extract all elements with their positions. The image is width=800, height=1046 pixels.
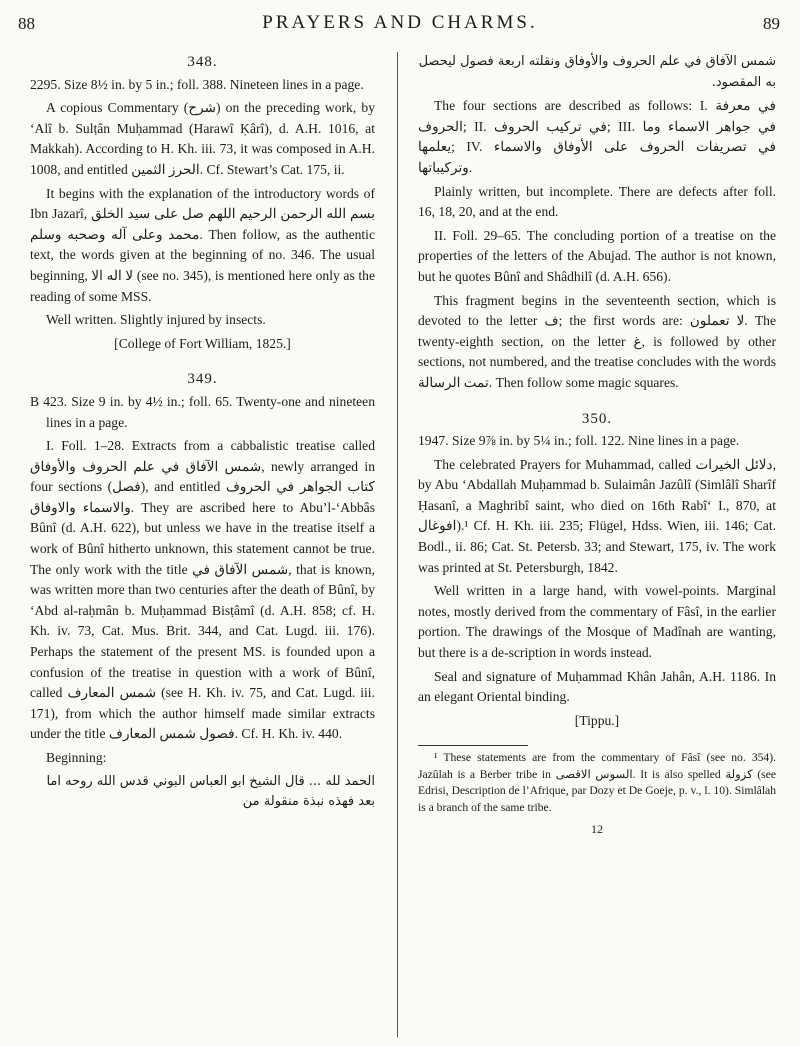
entry-350-heading: 1947. Size 9⅞ in. by 5¼ in.; foll. 122. Nine lines in a page. [418, 433, 740, 449]
signature-mark: 12 [591, 822, 603, 837]
entry-349-beginning-label: Beginning: [46, 750, 107, 765]
entry-349-heading: B 423. Size 9 in. by 4½ in.; foll. 65. Twenty-one and nineteen lines in a page. [30, 393, 375, 430]
entry-349-paragraph-1: I. Foll. 1–28. Extracts from a cabbalistic treatise called شمس الآفاق في علم الحروف والأوفاق, newly arranged in four sections (فصل), and entitled كتاب الجواهر في الحروف والاسماء والاوفاق. They are ascribed here to Abu’l-‘Abbâs Bûnî (d. A.H. 622), but unless we have in the treatise itself a work of Bûnî hitherto unknown, this statement cannot be true. The only work with the title شمس الآفاق في, that is known, was written more than two centuries after the death of Bûnî, by ‘Abd al-raḥmân b. Muḥammad Bisṭâmî (d. A.H. 858; cf. H. Kh. iv. 73, Cat. Mus. Brit. 344, and Cat. Lugd. iii. 176). Perhaps the statement of the present MS. is founded upon a confusion of the treatise in question with a work of Bûnî, called شمس المعارف (see H. Kh. iv. 75, and Cat. Lugd. iii. 171), from which the author himself made similar extracts under the title فصول شمس المعارف. Cf. H. Kh. iv. 440. [30, 438, 376, 742]
fragment-paragraph: This fragment begins in the seventeenth section, which is devoted to the letter ف; the first words are: لا تعملون. The twenty-eighth section, on the letter غ, is followed by other sections, not numbered, and the treatise concludes with the words تمت الرسالة. Then follow some magic squares. [418, 292, 777, 390]
sections-paragraph: The four sections are described as follows: I. في معرفة الحروف; II. في تركيب الحروف; III. في جواهر الاسماء وما يعلمها; IV. في تصريفات الحروف على الأوفاق والاسماء وتركيباتها. [418, 98, 776, 175]
entry-348-paragraph-1: A copious Commentary (شرح) on the preceding work, by ‘Alî b. Sulṭân Muḥammad (Harawî Ḳârî), d. A.H. 1016, at Makkah). According to H. Kh. iii. 73, it was composed in A.H. 1008, and entitled الحرز الثمين. Cf. Stewart’s Cat. 175, ii. [30, 100, 375, 177]
footnote-rule [418, 745, 528, 746]
entry-number-348: 348. [187, 54, 218, 70]
entry-350-provenance: [Tippu.] [574, 712, 620, 728]
entry-number-350: 350. [581, 410, 613, 427]
entry-348-provenance: [College of Fort William, 1825.] [114, 335, 291, 351]
entry-350-paragraph-3: Seal and signature of Muḥammad Khân Jahân, A.H. 1186. In an elegant Oriental binding. [418, 668, 776, 705]
entry-350-paragraph-2: Well written in a large hand, with vowel-points. Marginal notes, mostly derived from the commentary of Fâsî, in the earlier portion. The drawings of the Mosque of Madînah are wanting, but there is a de-scription in words instead. [418, 583, 776, 661]
part-two-paragraph: II. Foll. 29–65. The concluding portion of a treatise on the properties of the letters of the Abujad. The author is not known, but he quotes Bûnî and Shâdhilî (d. A.H. 656). [418, 227, 776, 284]
right-page-number: 89 [763, 14, 780, 33]
left-page-number: 88 [18, 14, 35, 33]
page-header [0, 12, 800, 42]
entry-349-beginning-arabic: الحمد لله ... قال الشيخ ابو العباس البوني قدس الله روحه اما بعد فهذه نبذة منقولة من [46, 773, 375, 810]
footnote: ¹ These statements are from the commentary of Fâsî (see no. 354). Jazûlah is a Berber tribe in السوس الاقصى. It is also spelled كزولة (see Edrisi, Description de l’Afrique, par Dozy et De Goeje, p. v., l. 10). Simlâlah is a branch of the same tribe. [418, 751, 776, 814]
condition-paragraph: Plainly written, but incomplete. There are defects after foll. 16, 18, 20, and at the end. [418, 183, 776, 220]
left-column [30, 52, 375, 816]
right-column [418, 52, 776, 840]
column-divider [397, 52, 398, 1037]
entry-number-349: 349. [187, 371, 218, 388]
entry-348-paragraph-3: Well written. Slightly injured by insects. [46, 312, 266, 328]
entry-350-paragraph-1: The celebrated Prayers for Muhammad, called دلائل الخيرات, by Abu ‘Abdallah Muḥammad b. Sulaimân Jazûlî (Simlâlî Sharîf Ḥasanî, a Maghribî saint, who died on 16th Rabî‘ I., 870, at افوغال).¹ Cf. H. Kh. iii. 235; Flügel, Hdss. Wien, iii. 146; Cat. Bodl., ii. 86; Cat. St. Petersb. 33; and Stewart, 175, iv. The work was printed at St. Petersburgh, 1842. [418, 456, 776, 575]
running-title: PRAYERS AND CHARMS. [262, 12, 538, 33]
continuation-arabic: شمس الآفاق في علم الحروف والأوفاق ونقلته اربعة فصول ليحصل به المقصود. [418, 54, 776, 90]
entry-348-paragraph-2: It begins with the explanation of the introductory words of Ibn Jazarî, بسم الله الرحمن الرحيم اللهم صل على سيد الخلق محمد وعلى آله وصحبه وسلم. Then follow, as the authentic text, the words given at the beginning of no. 346. The usual beginning, لا اله الا (see no. 345), is mentioned here only as the reading of some MSS. [30, 185, 375, 304]
entry-348-heading: 2295. Size 8½ in. by 5 in.; foll. 388. Nineteen lines in a page. [30, 76, 364, 92]
